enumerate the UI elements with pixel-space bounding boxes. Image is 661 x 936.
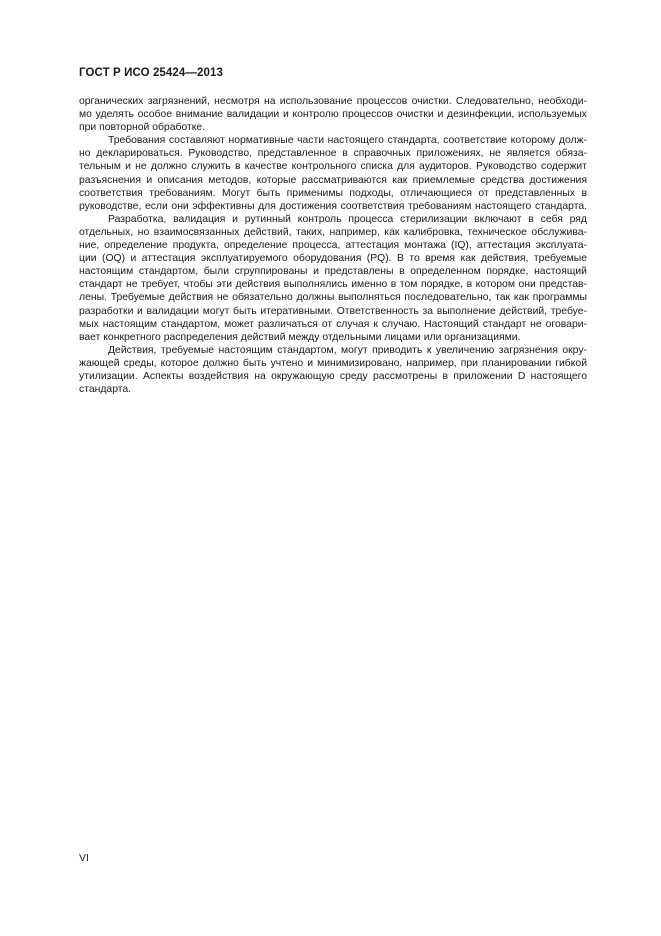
- text-line: тельным и не должно служить в качестве контрольного списка для аудиторов. Руководство содержит: [79, 161, 587, 173]
- paragraph-1: [79, 95, 587, 134]
- text-line: настоящим стандартом, были сгруппированы и представлены в определенном порядке, настоящий: [79, 266, 587, 278]
- text-line: утилизации. Аспекты воздействия на окружающую среду рассмотрены в приложении D настоящего: [79, 370, 587, 382]
- paragraph-3: [79, 213, 587, 344]
- text-line: органических загрязнений, несмотря на использование процессов очистки. Следовательно, необходи-: [79, 96, 587, 107]
- text-line: Разработка, валидация и рутинный контроль процесса стерилизации включают в себя ряд: [108, 213, 587, 225]
- text-line: лены. Требуемые действия не обязательно должны выполняться последовательно, так как программы: [79, 292, 587, 304]
- text-line: отдельных, но взаимосвязанных действий, таких, например, как калибровка, техническое обслужива-: [79, 226, 587, 238]
- text-line: руководстве, если они эффективны для достижения соответствия требованиям настоящего стандарта.: [79, 200, 587, 212]
- paragraph-2: [79, 134, 587, 213]
- text-line: разработки и валидации могут быть итеративными. Ответственность за выполнение действий, требуе-: [79, 305, 587, 317]
- text-line: мо уделять особое внимание валидации и контролю процессов очистки и дезинфекции, используемых: [79, 109, 587, 121]
- text-line: мых настоящим стандартом, может различаться от случая к случаю. Настоящий стандарт не оговари-: [79, 318, 587, 330]
- text-line: вает конкретного распределения действий между отдельными лицами или организациями.: [79, 331, 521, 343]
- paragraph-4: [79, 344, 587, 396]
- text-line: ции (OQ) и аттестация эксплуатируемого оборудования (PQ). В то время как действия, требуемые: [79, 253, 587, 265]
- text-line: стандарт не требует, чтобы эти действия выполнялись именно в том порядке, в котором они представ-: [79, 279, 587, 291]
- page-number: VI: [79, 852, 89, 864]
- text-line: ние, определение продукта, определение процесса, аттестация монтажа (IQ), аттестация эксплуата-: [79, 240, 587, 252]
- text-line: соответствия требованиям. Могут быть применимы подходы, отличающиеся от представленных в: [79, 187, 587, 199]
- text-line: но декларироваться. Руководство, представленное в справочных приложениях, не является обяза-: [79, 148, 587, 160]
- text-line: Требования составляют нормативные части настоящего стандарта, соответствие которому долж-: [108, 135, 587, 147]
- text-line: при повторной обработке.: [79, 122, 206, 134]
- document-header: ГОСТ Р ИСО 25424—2013: [79, 67, 224, 79]
- document-body: [79, 95, 587, 396]
- text-line: жающей среды, которое должно быть учтено и минимизировано, например, при планировании гибкой: [79, 357, 587, 369]
- text-line: стандарта.: [79, 384, 132, 396]
- text-line: разъяснения и описания методов, которые рассматриваются как приемлемые средства достижения: [79, 174, 587, 186]
- text-line: Действия, требуемые настоящим стандартом, могут приводить к увеличению загрязнения окру-: [108, 344, 587, 356]
